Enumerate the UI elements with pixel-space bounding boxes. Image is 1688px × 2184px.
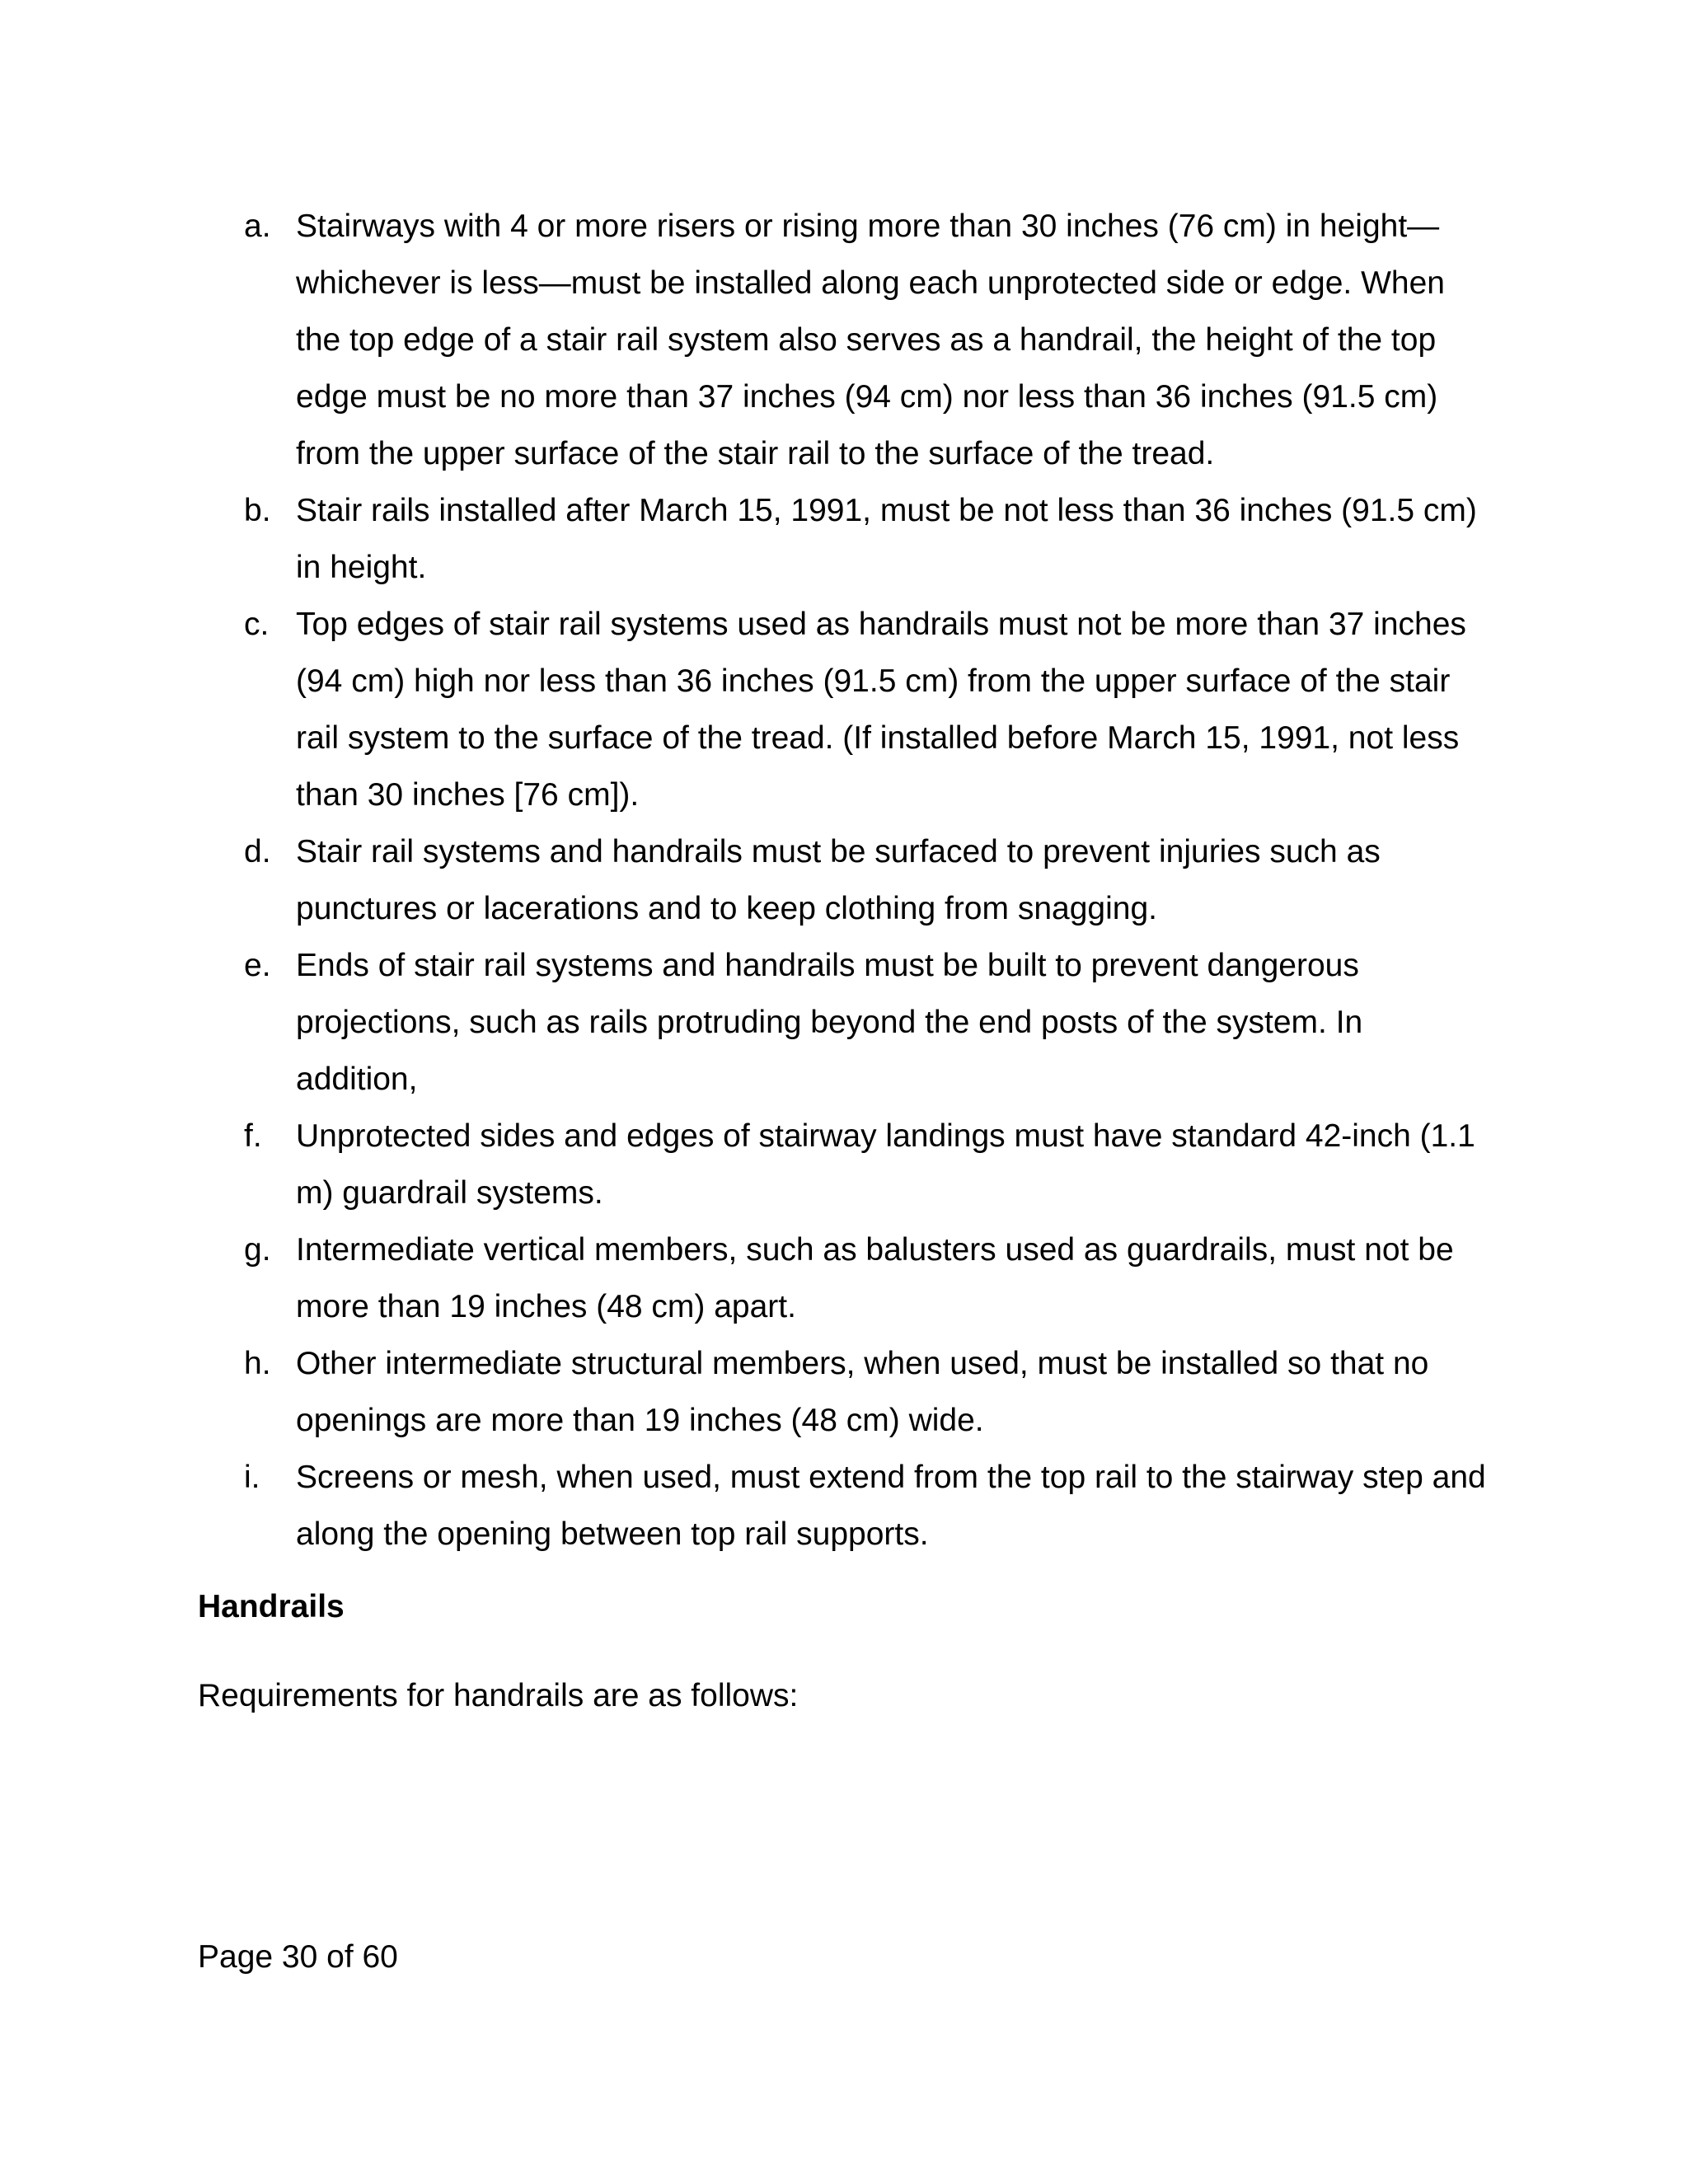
list-item-text: Screens or mesh, when used, must extend from the top rail to the stairway step and along the opening between top rail supports. bbox=[296, 1460, 1486, 1552]
list-item bbox=[244, 482, 1497, 596]
list-item bbox=[244, 1108, 1497, 1221]
list-item-text: Stairways with 4 or more risers or rising more than 30 inches (76 cm) in height—whichever is less—must be installed along each unprotected side or edge. When the top edge of a stair rail system also serves as a handrail, the height of the top edge must be no more than 37 inches (94 cm) nor less than 36 inches (91.5 cm) from the upper surface of the stair rail to the surface of the tread. bbox=[296, 209, 1445, 471]
list-item-marker: i. bbox=[244, 1460, 260, 1495]
list-item bbox=[244, 198, 1497, 482]
list-item-text: Other intermediate structural members, when used, must be installed so that no openings are more than 19 inches (48 cm) wide. bbox=[296, 1346, 1429, 1438]
list-item bbox=[244, 1449, 1497, 1563]
requirements-list bbox=[244, 198, 1497, 1563]
list-item bbox=[244, 937, 1497, 1108]
list-item-marker: h. bbox=[244, 1346, 271, 1381]
list-item-marker: f. bbox=[244, 1118, 262, 1154]
list-item bbox=[244, 823, 1497, 937]
list-item-text: Ends of stair rail systems and handrails must be built to prevent dangerous projections, such as rails protruding beyond the end posts of the system. In addition, bbox=[296, 948, 1363, 1097]
list-item bbox=[244, 596, 1497, 823]
section-intro: Requirements for handrails are as follows: bbox=[198, 1678, 799, 1713]
list-item-text: Stair rail systems and handrails must be surfaced to prevent injuries such as punctures or lacerations and to keep clothing from snagging. bbox=[296, 834, 1381, 926]
list-item-marker: e. bbox=[244, 948, 271, 983]
list-item-marker: g. bbox=[244, 1232, 271, 1268]
list-item-text: Intermediate vertical members, such as balusters used as guardrails, must not be more than 19 inches (48 cm) apart. bbox=[296, 1232, 1454, 1324]
list-item-marker: d. bbox=[244, 834, 271, 869]
page-number: Page 30 of 60 bbox=[198, 1939, 398, 1975]
section-heading: Handrails bbox=[198, 1589, 345, 1624]
list-item-marker: b. bbox=[244, 493, 271, 528]
list-item bbox=[244, 1221, 1497, 1335]
list-item bbox=[244, 1335, 1497, 1449]
list-item-text: Unprotected sides and edges of stairway landings must have standard 42-inch (1.1 m) guardrail systems. bbox=[296, 1118, 1475, 1211]
list-item-text: Stair rails installed after March 15, 1991, must be not less than 36 inches (91.5 cm) in height. bbox=[296, 493, 1477, 585]
list-item-text: Top edges of stair rail systems used as handrails must not be more than 37 inches (94 cm) high nor less than 36 inches (91.5 cm) from the upper surface of the stair rail system to the surface of the tread. (If installed before March 15, 1991, not less than 30 inches [76 cm]). bbox=[296, 607, 1466, 813]
list-item-marker: a. bbox=[244, 209, 271, 244]
list-item-marker: c. bbox=[244, 607, 270, 642]
